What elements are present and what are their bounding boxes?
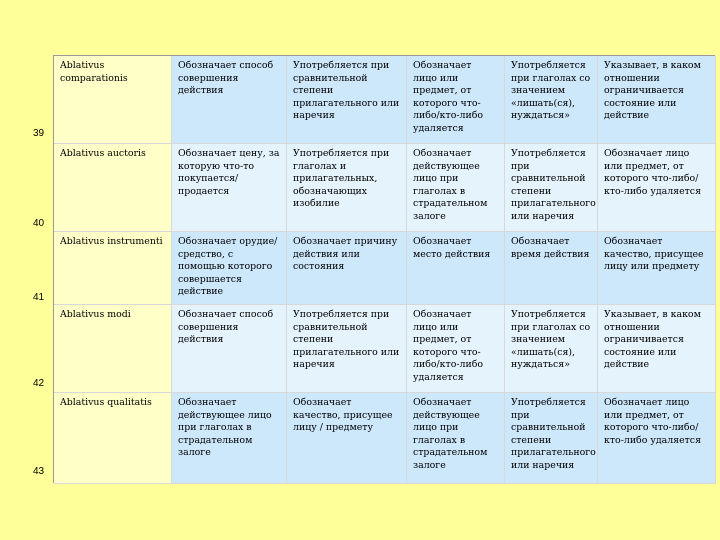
answer-option-cell[interactable]: Обозначает качество, присущее лицу / предмету <box>287 393 407 484</box>
answer-option-cell[interactable]: Употребляется при сравнительной степени прилагательного или наречия <box>505 144 598 232</box>
answer-option-cell[interactable]: Обозначает действующее лицо при глаголах в страдательном залоге <box>407 393 505 484</box>
answer-option-cell[interactable]: Обозначает способ совершения действия <box>172 305 287 393</box>
answer-option-cell[interactable]: Обозначает орудие/средство, с помощью которого совершается действие <box>172 232 287 305</box>
answer-option-cell[interactable]: Обозначает цену, за которую что-то покупается/продается <box>172 144 287 232</box>
case-name-cell[interactable]: Ablativus auctoris <box>54 144 172 232</box>
answer-option-cell[interactable]: Указывает, в каком отношении ограничивается состояние или действие <box>598 305 716 393</box>
answer-option-cell[interactable]: Обозначает время действия <box>505 232 598 305</box>
case-name-cell[interactable]: Ablativus modi <box>54 305 172 393</box>
answer-option-cell[interactable]: Обозначает способ совершения действия <box>172 56 287 144</box>
case-name-cell[interactable]: Ablativus comparationis <box>54 56 172 144</box>
answer-option-cell[interactable]: Употребляется при сравнительной степени прилагательного или наречия <box>505 393 598 484</box>
answer-option-cell[interactable]: Обозначает лицо или предмет, от которого что-либо/кто-либо удаляется <box>598 144 716 232</box>
row-number: 39 <box>33 128 45 139</box>
answer-option-cell[interactable]: Употребляется при сравнительной степени прилагательного или наречия <box>287 305 407 393</box>
answer-option-cell[interactable]: Употребляется при глаголах со значением «лишать(ся), нуждаться» <box>505 56 598 144</box>
answer-option-cell[interactable]: Употребляется при сравнительной степени прилагательного или наречия <box>287 56 407 144</box>
matching-table <box>53 55 715 483</box>
answer-option-cell[interactable]: Употребляется при глаголах со значением «лишать(ся), нуждаться» <box>505 305 598 393</box>
answer-option-cell[interactable]: Обозначает причину действия или состояния <box>287 232 407 305</box>
row-number: 41 <box>33 292 45 303</box>
answer-option-cell[interactable]: Обозначает действующее лицо при глаголах в страдательном залоге <box>407 144 505 232</box>
row-number: 42 <box>33 378 45 389</box>
row-number: 43 <box>33 466 45 477</box>
answer-option-cell[interactable]: Обозначает лицо или предмет, от которого что-либо/кто-либо удаляется <box>407 305 505 393</box>
answer-option-cell[interactable]: Употребляется при глаголах и прилагательных, обозначающих изобилие <box>287 144 407 232</box>
answer-option-cell[interactable]: Обозначает лицо или предмет, от которого что-либо/кто-либо удаляется <box>407 56 505 144</box>
case-name-cell[interactable]: Ablativus qualitatis <box>54 393 172 484</box>
answer-option-cell[interactable]: Указывает, в каком отношении ограничивается состояние или действие <box>598 56 716 144</box>
answer-option-cell[interactable]: Обозначает лицо или предмет, от которого что-либо/кто-либо удаляется <box>598 393 716 484</box>
answer-option-cell[interactable]: Обозначает место действия <box>407 232 505 305</box>
answer-option-cell[interactable]: Обозначает качество, присущее лицу или предмету <box>598 232 716 305</box>
row-number: 40 <box>33 218 45 229</box>
case-name-cell[interactable]: Ablativus instrumenti <box>54 232 172 305</box>
answer-option-cell[interactable]: Обозначает действующее лицо при глаголах в страдательном залоге <box>172 393 287 484</box>
